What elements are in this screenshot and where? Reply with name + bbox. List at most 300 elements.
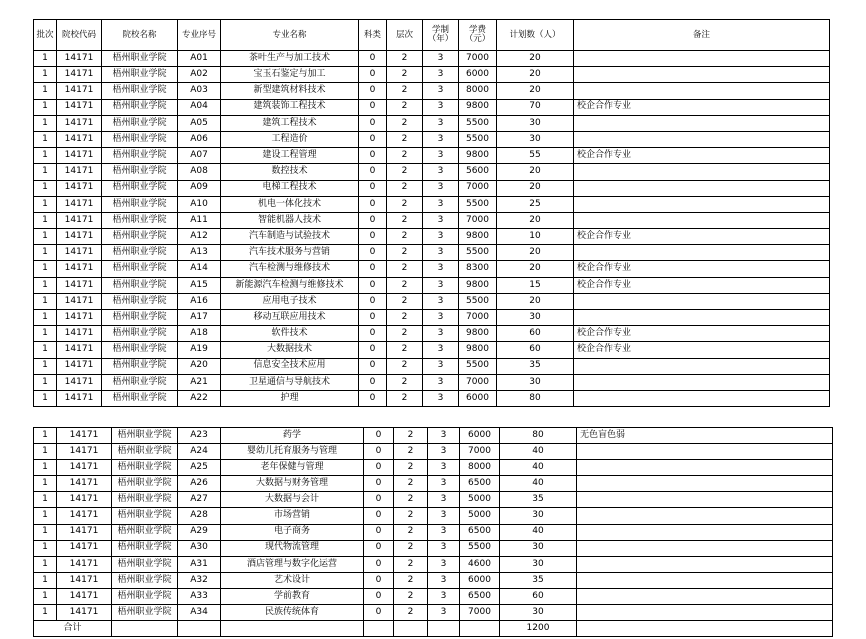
table-row [34, 460, 833, 476]
table-cell: 20 [497, 83, 574, 99]
table-cell: 1 [34, 131, 57, 147]
table-cell: 梧州职业学院 [112, 588, 178, 604]
table-cell: A30 [178, 540, 221, 556]
table-cell: 2 [387, 180, 423, 196]
table-cell: 2 [387, 83, 423, 99]
table-cell: 1 [34, 164, 57, 180]
table-cell: 3 [423, 310, 459, 326]
enrollment-table-top [33, 19, 830, 407]
table-cell: 5500 [459, 131, 497, 147]
table-cell: 2 [394, 492, 428, 508]
table-cell: 5500 [459, 115, 497, 131]
remark-cell [574, 310, 830, 326]
table-cell: 新型建筑材料技术 [221, 83, 359, 99]
header-cell: 院校代码 [57, 20, 102, 51]
table-cell: 3 [428, 492, 460, 508]
table-cell: 1 [34, 261, 57, 277]
table-cell: 梧州职业学院 [102, 277, 178, 293]
header-cell: 学费（元） [459, 20, 497, 51]
header-cell: 计划数（人） [497, 20, 574, 51]
table-cell: 现代物流管理 [221, 540, 364, 556]
table-cell: 20 [497, 164, 574, 180]
table-cell: 14171 [57, 83, 102, 99]
table-cell: 2 [394, 460, 428, 476]
table-cell: 14171 [57, 588, 112, 604]
table-cell: 1 [34, 605, 57, 621]
table-cell: 梧州职业学院 [102, 67, 178, 83]
table-cell: 艺术设计 [221, 572, 364, 588]
table-cell: 14171 [57, 261, 102, 277]
table-cell: A09 [178, 180, 221, 196]
table-cell: 14171 [57, 245, 102, 261]
table-cell: 梧州职业学院 [112, 508, 178, 524]
table-cell: 35 [500, 572, 577, 588]
table-cell: 3 [423, 196, 459, 212]
table-cell: 2 [387, 261, 423, 277]
table-cell: 20 [497, 293, 574, 309]
table-cell: 市场营销 [221, 508, 364, 524]
table-cell: A23 [178, 428, 221, 444]
table-cell: A14 [178, 261, 221, 277]
table-cell: 建筑装饰工程技术 [221, 99, 359, 115]
table-cell: 14171 [57, 540, 112, 556]
table-cell: 5000 [460, 492, 500, 508]
table-cell: 3 [423, 67, 459, 83]
table-cell: 0 [359, 326, 387, 342]
remark-cell: 校企合作专业 [574, 326, 830, 342]
table-cell: A21 [178, 374, 221, 390]
table-cell: 9800 [459, 277, 497, 293]
table-cell: 1 [34, 588, 57, 604]
header-cell: 专业序号 [178, 20, 221, 51]
table-cell: 大数据与财务管理 [221, 476, 364, 492]
table-cell: 婴幼儿托育服务与管理 [221, 444, 364, 460]
remark-cell [574, 131, 830, 147]
table-cell: A19 [178, 342, 221, 358]
table-cell: 30 [497, 115, 574, 131]
table-row [34, 524, 833, 540]
table-cell: 1 [34, 342, 57, 358]
table-cell: 9800 [459, 342, 497, 358]
remark-cell [574, 67, 830, 83]
remark-cell [574, 115, 830, 131]
table-cell: 新能源汽车检测与维修技术 [221, 277, 359, 293]
table-row [34, 342, 830, 358]
table-cell: A13 [178, 245, 221, 261]
table-cell: 30 [500, 556, 577, 572]
table-cell: 0 [364, 556, 394, 572]
table-cell: 1 [34, 83, 57, 99]
table-cell: 0 [359, 99, 387, 115]
table-cell: 3 [423, 148, 459, 164]
remark-cell [574, 390, 830, 406]
table-cell [221, 621, 364, 637]
table-cell: 梧州职业学院 [102, 342, 178, 358]
table-cell: 5000 [460, 508, 500, 524]
table-cell: 梧州职业学院 [102, 180, 178, 196]
enrollment-table-bottom [33, 427, 833, 637]
table-cell: 电梯工程技术 [221, 180, 359, 196]
remark-cell [577, 572, 833, 588]
table-cell: 80 [500, 428, 577, 444]
remark-cell [574, 245, 830, 261]
table-cell: A02 [178, 67, 221, 83]
table-cell: 30 [500, 508, 577, 524]
table-cell: 数控技术 [221, 164, 359, 180]
table-row [34, 51, 830, 67]
table-cell: 1 [34, 245, 57, 261]
table-cell: 14171 [57, 229, 102, 245]
table-cell: 9800 [459, 326, 497, 342]
table-cell: 20 [497, 261, 574, 277]
remark-cell [577, 444, 833, 460]
table-cell: 0 [359, 342, 387, 358]
table-cell: 2 [387, 212, 423, 228]
remark-cell [577, 460, 833, 476]
table-cell: 2 [387, 115, 423, 131]
table-cell: 梧州职业学院 [112, 492, 178, 508]
table-cell: A07 [178, 148, 221, 164]
table-cell: 大数据技术 [221, 342, 359, 358]
table-cell: 15 [497, 277, 574, 293]
table-cell: 1 [34, 556, 57, 572]
table-cell [394, 621, 428, 637]
table-cell: 0 [364, 428, 394, 444]
table-cell: 1 [34, 476, 57, 492]
table-cell: 1 [34, 196, 57, 212]
table-cell: 梧州职业学院 [102, 326, 178, 342]
table-cell: 梧州职业学院 [102, 148, 178, 164]
table-cell: 1 [34, 115, 57, 131]
table-cell: 梧州职业学院 [112, 540, 178, 556]
table-cell: 10 [497, 229, 574, 245]
table-cell: 30 [500, 605, 577, 621]
table-cell: 0 [359, 51, 387, 67]
table-cell: A20 [178, 358, 221, 374]
table-cell: 应用电子技术 [221, 293, 359, 309]
table-cell: 30 [500, 540, 577, 556]
table-cell: 2 [394, 556, 428, 572]
table-cell: 7000 [459, 374, 497, 390]
table-cell: 7000 [459, 180, 497, 196]
table-cell: 大数据与会计 [221, 492, 364, 508]
table-cell: 3 [428, 540, 460, 556]
table-cell: 5500 [459, 196, 497, 212]
table-cell: 0 [364, 605, 394, 621]
table-cell: 工程造价 [221, 131, 359, 147]
table-cell: 3 [423, 51, 459, 67]
total-row [34, 621, 833, 637]
table-cell: 30 [497, 310, 574, 326]
table-cell: A26 [178, 476, 221, 492]
table-cell: 40 [500, 444, 577, 460]
remark-cell: 校企合作专业 [574, 342, 830, 358]
table-cell: 14171 [57, 115, 102, 131]
table-row [34, 326, 830, 342]
table-cell [428, 621, 460, 637]
table-cell: 3 [428, 605, 460, 621]
table-cell: A17 [178, 310, 221, 326]
table-cell: 梧州职业学院 [102, 261, 178, 277]
table-cell: 14171 [57, 390, 102, 406]
table-cell: 2 [387, 374, 423, 390]
table-cell: 梧州职业学院 [102, 51, 178, 67]
remark-cell [577, 540, 833, 556]
table-cell: A31 [178, 556, 221, 572]
table-cell: 3 [423, 99, 459, 115]
table-cell: 2 [387, 326, 423, 342]
table-cell: 卫星通信与导航技术 [221, 374, 359, 390]
table-cell: 14171 [57, 605, 112, 621]
table-cell: A01 [178, 51, 221, 67]
remark-cell [577, 492, 833, 508]
table-cell: 酒店管理与数字化运营 [221, 556, 364, 572]
table-cell: 茶叶生产与加工技术 [221, 51, 359, 67]
table-cell: 梧州职业学院 [102, 99, 178, 115]
table-cell: 药学 [221, 428, 364, 444]
table-cell: 6000 [459, 390, 497, 406]
table-cell: 3 [428, 428, 460, 444]
table-cell: 14171 [57, 476, 112, 492]
table-cell: 0 [359, 131, 387, 147]
table-cell: 14171 [57, 131, 102, 147]
table-cell: 20 [497, 51, 574, 67]
table-row [34, 245, 830, 261]
table-cell: 7000 [460, 444, 500, 460]
table-row [34, 180, 830, 196]
table-cell: 14171 [57, 51, 102, 67]
remark-cell [577, 476, 833, 492]
table-cell: 建设工程管理 [221, 148, 359, 164]
table-cell: 梧州职业学院 [102, 115, 178, 131]
table-cell: 0 [359, 67, 387, 83]
table-cell: 2 [387, 358, 423, 374]
table-row [34, 508, 833, 524]
header-cell: 批次 [34, 20, 57, 51]
table-cell: 6000 [460, 572, 500, 588]
table-row [34, 212, 830, 228]
table-row [34, 310, 830, 326]
table-cell: 14171 [57, 460, 112, 476]
table-row [34, 556, 833, 572]
table-cell: 0 [359, 229, 387, 245]
table-cell: 梧州职业学院 [112, 476, 178, 492]
table-cell: 老年保健与管理 [221, 460, 364, 476]
remark-cell: 校企合作专业 [574, 261, 830, 277]
table-cell: 2 [387, 245, 423, 261]
table-cell: 1 [34, 277, 57, 293]
table-cell: 3 [423, 245, 459, 261]
table-cell: 建筑工程技术 [221, 115, 359, 131]
table-cell: 3 [428, 508, 460, 524]
table-cell: 2 [394, 444, 428, 460]
table-cell: 2 [387, 67, 423, 83]
table-cell: 14171 [57, 293, 102, 309]
header-cell: 院校名称 [102, 20, 178, 51]
table-row [34, 374, 830, 390]
table-cell: 0 [364, 444, 394, 460]
table-cell [364, 621, 394, 637]
table-cell: A18 [178, 326, 221, 342]
table-cell: 14171 [57, 326, 102, 342]
table-row [34, 358, 830, 374]
table-cell: A22 [178, 390, 221, 406]
table-cell: 梧州职业学院 [102, 293, 178, 309]
table-cell: 3 [423, 293, 459, 309]
table-cell: 电子商务 [221, 524, 364, 540]
table-cell: 0 [359, 293, 387, 309]
table-cell: 0 [364, 492, 394, 508]
table-cell: 6500 [460, 588, 500, 604]
table-cell: 2 [387, 99, 423, 115]
table-cell: 梧州职业学院 [102, 212, 178, 228]
table-row [34, 605, 833, 621]
table-cell: 梧州职业学院 [102, 131, 178, 147]
table-cell: 2 [394, 508, 428, 524]
table-cell: 2 [387, 148, 423, 164]
table-cell: 3 [428, 476, 460, 492]
table-cell: 8300 [459, 261, 497, 277]
table-cell: 35 [497, 358, 574, 374]
table-cell: 1 [34, 524, 57, 540]
table-row [34, 293, 830, 309]
table-cell: 6500 [460, 524, 500, 540]
table-cell: A24 [178, 444, 221, 460]
table-cell: 20 [497, 212, 574, 228]
table-row [34, 83, 830, 99]
table-cell: 0 [359, 196, 387, 212]
table-cell: 14171 [57, 180, 102, 196]
table-row [34, 229, 830, 245]
table-cell: 14171 [57, 374, 102, 390]
remark-cell [577, 588, 833, 604]
table-cell: 梧州职业学院 [102, 229, 178, 245]
table-cell: 40 [500, 524, 577, 540]
table-cell: 7000 [460, 605, 500, 621]
remark-cell [574, 51, 830, 67]
table-cell: 3 [423, 358, 459, 374]
table-cell: 梧州职业学院 [112, 572, 178, 588]
remark-cell: 校企合作专业 [574, 229, 830, 245]
table-cell: 0 [364, 588, 394, 604]
remark-cell [574, 83, 830, 99]
table-cell: 5500 [459, 358, 497, 374]
table-cell: 14171 [57, 358, 102, 374]
table-cell [178, 621, 221, 637]
table-cell: 14171 [57, 492, 112, 508]
table-cell: 1 [34, 99, 57, 115]
table-cell: 3 [428, 524, 460, 540]
table-cell: 1 [34, 444, 57, 460]
table-row [34, 492, 833, 508]
table-cell: 民族传统体育 [221, 605, 364, 621]
table-cell: 14171 [57, 148, 102, 164]
table-cell: 汽车制造与试验技术 [221, 229, 359, 245]
table-cell: A27 [178, 492, 221, 508]
table-cell: 软件技术 [221, 326, 359, 342]
table-cell: 2 [387, 196, 423, 212]
table-cell: 3 [428, 588, 460, 604]
table-cell: 1 [34, 326, 57, 342]
table-cell: 14171 [57, 508, 112, 524]
table-cell: 梧州职业学院 [102, 196, 178, 212]
table-cell: 1 [34, 148, 57, 164]
table-row [34, 99, 830, 115]
table-cell: 0 [364, 572, 394, 588]
table-cell: A25 [178, 460, 221, 476]
table-cell: 信息安全技术应用 [221, 358, 359, 374]
remark-cell [574, 293, 830, 309]
table-cell: 6000 [459, 67, 497, 83]
remark-cell [574, 212, 830, 228]
table-cell: 9800 [459, 229, 497, 245]
table-cell: 2 [387, 277, 423, 293]
remark-cell [577, 524, 833, 540]
table-cell: 梧州职业学院 [102, 390, 178, 406]
table-cell: 3 [423, 164, 459, 180]
table-cell: 2 [394, 428, 428, 444]
table-cell: 梧州职业学院 [102, 374, 178, 390]
table-cell: 3 [428, 460, 460, 476]
remark-cell [574, 358, 830, 374]
table-cell: A33 [178, 588, 221, 604]
table-cell: 梧州职业学院 [112, 460, 178, 476]
table-cell: 14171 [57, 212, 102, 228]
table-cell: 梧州职业学院 [112, 428, 178, 444]
table-cell: 2 [387, 310, 423, 326]
table-cell: 0 [359, 212, 387, 228]
table-row [34, 115, 830, 131]
table-cell: 5500 [460, 540, 500, 556]
table-cell: 3 [428, 572, 460, 588]
table-cell: A15 [178, 277, 221, 293]
table-cell: 梧州职业学院 [112, 556, 178, 572]
table-cell: 2 [394, 540, 428, 556]
remark-cell [574, 180, 830, 196]
table-cell: 2 [387, 229, 423, 245]
table-cell: 梧州职业学院 [112, 444, 178, 460]
table-cell: 9800 [459, 148, 497, 164]
remark-cell: 校企合作专业 [574, 277, 830, 293]
table-cell: A03 [178, 83, 221, 99]
table-cell: 1 [34, 51, 57, 67]
table-cell: 0 [364, 476, 394, 492]
header-cell: 层次 [387, 20, 423, 51]
remark-cell: 无色盲色弱 [577, 428, 833, 444]
table-cell: 0 [364, 508, 394, 524]
remark-cell [574, 164, 830, 180]
table-cell: 80 [497, 390, 574, 406]
table-cell: 5500 [459, 245, 497, 261]
table-cell: 3 [428, 444, 460, 460]
table-cell: 2 [387, 51, 423, 67]
table-cell: 1 [34, 508, 57, 524]
table-cell: 2 [394, 524, 428, 540]
table-cell: 2 [387, 131, 423, 147]
table-cell: 3 [423, 277, 459, 293]
table-cell: 0 [359, 180, 387, 196]
table-cell: 5600 [459, 164, 497, 180]
table-cell: 40 [500, 460, 577, 476]
table-cell: A28 [178, 508, 221, 524]
table-row [34, 476, 833, 492]
remark-cell [574, 374, 830, 390]
table-cell: 4600 [460, 556, 500, 572]
table-cell: 55 [497, 148, 574, 164]
header-cell: 科类 [359, 20, 387, 51]
table-cell: A11 [178, 212, 221, 228]
table-row [34, 196, 830, 212]
